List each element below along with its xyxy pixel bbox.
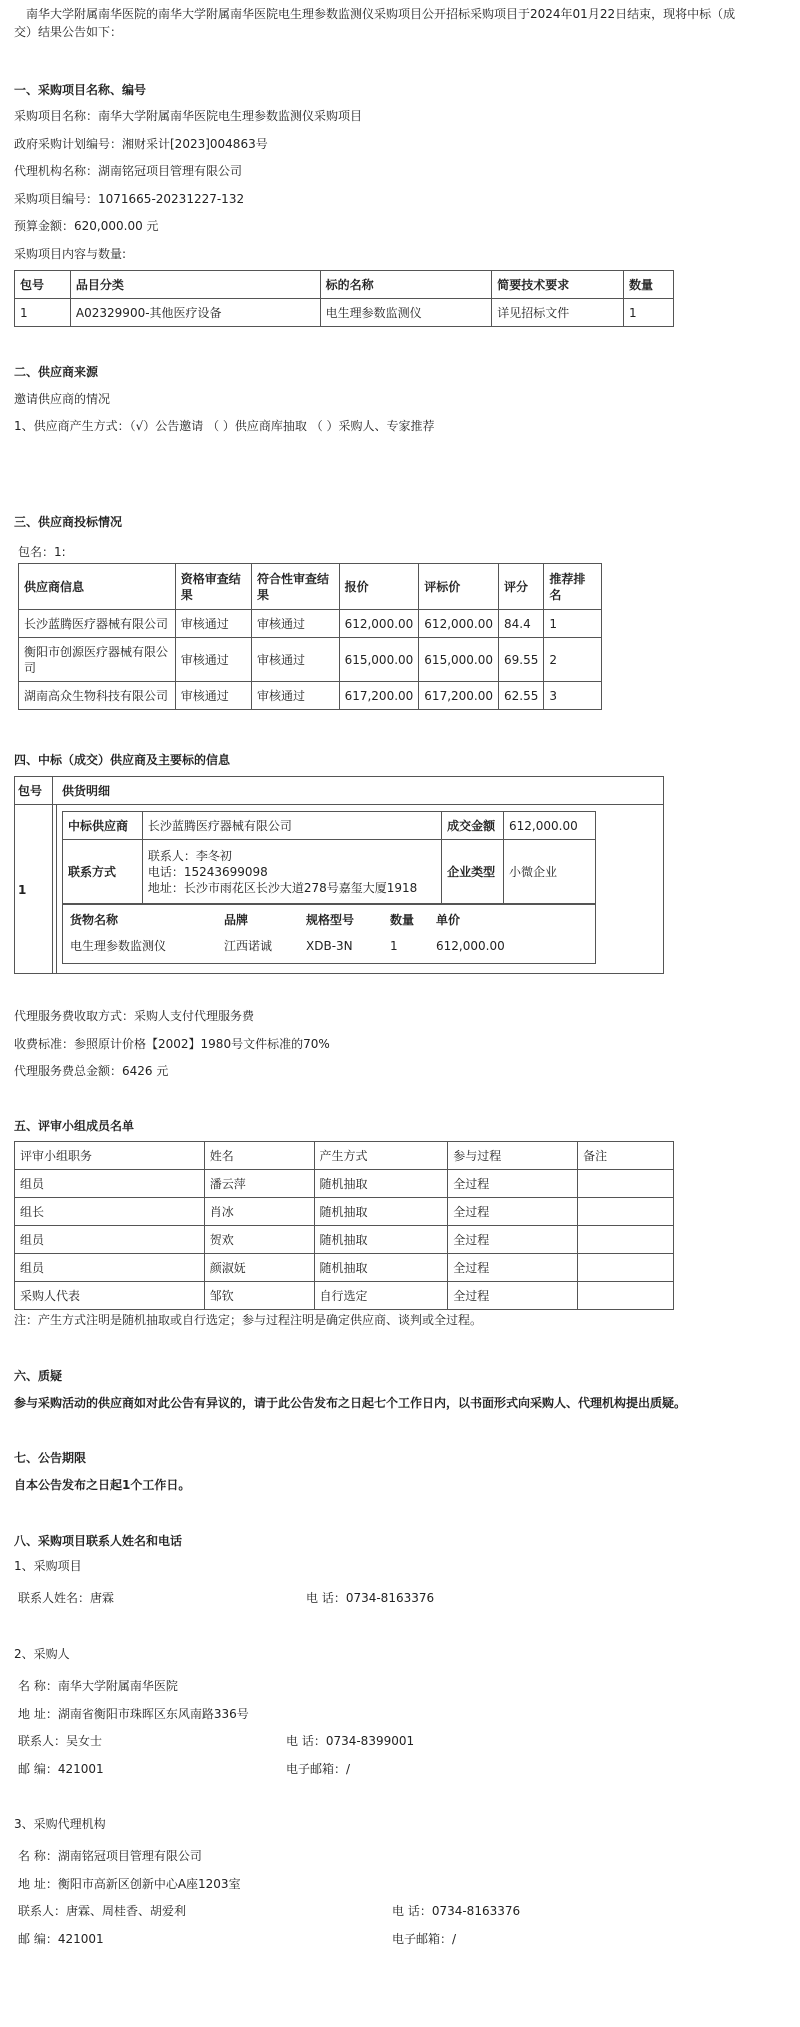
type-label: 企业类型: [442, 840, 504, 904]
purchaser-zip: 邮 编：421001: [18, 1762, 104, 1776]
header-cell: 推荐排名: [544, 564, 602, 610]
table-cell: 62.55: [499, 682, 544, 710]
table-cell: 84.4: [499, 610, 544, 638]
table-cell: 自行选定: [314, 1282, 448, 1310]
agency-contact-name: 名 称：湖南铭冠项目管理有限公司: [18, 1849, 202, 1863]
table-cell: 随机抽取: [314, 1254, 448, 1282]
table-cell: 详见招标文件: [492, 299, 624, 327]
section-2-title: 二、供应商来源: [14, 365, 99, 379]
table-cell: 采购人代表: [15, 1282, 205, 1310]
purchaser-address: 地 址：湖南省衡阳市珠晖区东风南路336号: [18, 1707, 249, 1721]
goods-brand: 江西诺诚: [224, 939, 273, 953]
intro-line-1: 南华大学附属南华医院的南华大学附属南华医院电生理参数监测仪采购项目公开招标采购项目于2024年01月22日结束，现将中标（成: [26, 7, 736, 21]
table-row: [15, 1198, 674, 1226]
table-cell: A02329900-其他医疗设备: [70, 299, 320, 327]
agency-contact-zip: 邮 编：421001: [18, 1932, 104, 1946]
contact-phone: 电话：15243699098: [147, 864, 268, 879]
supplier-method-line: 1、供应商产生方式：（√）公告邀请 （ ）供应商库抽取 （ ）采购人、专家推荐: [14, 419, 435, 433]
table-cell: [578, 1198, 674, 1226]
purchaser-name: 名 称：南华大学附属南华医院: [18, 1679, 178, 1693]
fee-total: 代理服务费总金额：6426 元: [14, 1064, 169, 1078]
header-cell: 供应商信息: [19, 564, 176, 610]
table-cell: 电生理参数监测仪: [320, 299, 492, 327]
contact-2-title: 2、采购人: [14, 1647, 70, 1661]
section-1-title: 一、采购项目名称、编号: [14, 83, 147, 97]
contact-row: [63, 840, 596, 904]
winner-row: [63, 812, 596, 840]
header-cell: 评分: [499, 564, 544, 610]
project-name: 采购项目名称：南华大学附属南华医院电生理参数监测仪采购项目: [14, 109, 363, 123]
table-row: [15, 1254, 674, 1282]
contact-person: 联系人：李冬初: [147, 848, 232, 863]
goods-model: XDB-3N: [306, 939, 353, 953]
table-cell: 615,000.00: [339, 638, 419, 682]
intro-line-2: 交）结果公告如下：: [14, 25, 123, 39]
contact-1-phone: 电 话：0734-8163376: [306, 1591, 435, 1605]
table-cell: 全过程: [448, 1254, 578, 1282]
table-cell: 随机抽取: [314, 1198, 448, 1226]
table-cell: 组员: [15, 1170, 205, 1198]
table-cell: 612,000.00: [339, 610, 419, 638]
type-value: 小微企业: [504, 840, 596, 904]
purchaser-contact: 联系人：吴女士: [18, 1734, 103, 1748]
purchaser-email: 电子邮箱：/: [286, 1762, 351, 1776]
contact-label: 联系方式: [63, 840, 143, 904]
section-7-title: 七、公告期限: [14, 1451, 87, 1465]
table-cell: 612,000.00: [419, 610, 499, 638]
table-cell: 肖冰: [204, 1198, 314, 1226]
header-cell: 参与过程: [448, 1142, 578, 1170]
table-cell: 全过程: [448, 1226, 578, 1254]
table-row: [15, 299, 674, 327]
table-cell: 颜淑妩: [204, 1254, 314, 1282]
agency-name: 代理机构名称：湖南铭冠项目管理有限公司: [14, 164, 243, 178]
table-cell: 随机抽取: [314, 1170, 448, 1198]
table-row: [15, 1282, 674, 1310]
content-label: 采购项目内容与数量:: [14, 247, 127, 261]
table-cell: 审核通过: [252, 682, 340, 710]
goods-name: 电生理参数监测仪: [70, 939, 167, 953]
goods-header-brand: 品牌: [224, 913, 249, 927]
header-cell: 简要技术要求: [492, 271, 624, 299]
table-cell: 全过程: [448, 1282, 578, 1310]
table-cell: 组员: [15, 1226, 205, 1254]
header-cell: 包号: [15, 271, 71, 299]
review-panel-table: [14, 1141, 674, 1310]
contact-1-person: 联系人姓名：唐霖: [18, 1591, 115, 1605]
table-cell: 617,200.00: [419, 682, 499, 710]
purchaser-phone: 电 话：0734-8399001: [286, 1734, 415, 1748]
table-row: [15, 1170, 674, 1198]
goods-qty: 1: [390, 939, 398, 953]
table-cell: 1: [544, 610, 602, 638]
table-cell: 全过程: [448, 1198, 578, 1226]
agency-contact-email: 电子邮箱：/: [392, 1932, 457, 1946]
section-3-title: 三、供应商投标情况: [14, 515, 123, 529]
table-cell: 审核通过: [175, 610, 251, 638]
header-cell: 产生方式: [314, 1142, 448, 1170]
table-cell: 全过程: [448, 1170, 578, 1198]
header-cell: 报价: [339, 564, 419, 610]
table-cell: 贺欢: [204, 1226, 314, 1254]
section-8-title: 八、采购项目联系人姓名和电话: [14, 1534, 183, 1548]
table-row: [19, 638, 602, 682]
table-row: [19, 682, 602, 710]
section-6-title: 六、质疑: [14, 1369, 63, 1383]
header-cell: 资格审查结果: [175, 564, 251, 610]
table-cell: 审核通过: [175, 682, 251, 710]
table-cell: 3: [544, 682, 602, 710]
winner-column-divider: [52, 776, 53, 974]
table-cell: 审核通过: [252, 610, 340, 638]
plan-number: 政府采购计划编号：湘财采计[2023]004863号: [14, 137, 268, 151]
goods-header-qty: 数量: [390, 913, 415, 927]
table-cell: 邹钦: [204, 1282, 314, 1310]
winner-label: 中标供应商: [63, 812, 143, 840]
table-cell: 1: [624, 299, 674, 327]
table-cell: 审核通过: [175, 638, 251, 682]
winner-header-detail: 供货明细: [62, 784, 111, 798]
header-cell: 标的名称: [320, 271, 492, 299]
agency-contact-person: 联系人：唐霖、周桂香、胡爱利: [18, 1904, 187, 1918]
amount-label: 成交金额: [442, 812, 504, 840]
goods-header-name: 货物名称: [70, 913, 119, 927]
fee-standard: 收费标准：参照原计价格【2002】1980号文件标准的70%: [14, 1037, 330, 1051]
table-cell: [578, 1282, 674, 1310]
winner-inner-divider: [56, 804, 57, 974]
agency-contact-address: 地 址：衡阳市高新区创新中心A座1203室: [18, 1877, 241, 1891]
supplier-invite-line: 邀请供应商的情况: [14, 392, 111, 406]
header-cell: 姓名: [204, 1142, 314, 1170]
winner-header-package: 包号: [18, 784, 43, 798]
table-cell: 组员: [15, 1254, 205, 1282]
table-cell: [578, 1226, 674, 1254]
table-header-row: [15, 1142, 674, 1170]
table-cell: 湖南高众生物科技有限公司: [19, 682, 176, 710]
table-cell: [578, 1254, 674, 1282]
amount-value: 612,000.00: [504, 812, 596, 840]
goods-header-model: 规格型号: [306, 913, 355, 927]
table-cell: 69.55: [499, 638, 544, 682]
project-number: 采购项目编号：1071665-20231227-132: [14, 192, 245, 206]
contact-1-title: 1、采购项目: [14, 1559, 82, 1573]
procurement-content-table: [14, 270, 674, 327]
table-cell: 615,000.00: [419, 638, 499, 682]
winner-value: 长沙蓝腾医疗器械有限公司: [142, 812, 441, 840]
table-header-row: [15, 271, 674, 299]
table-header-row: [19, 564, 602, 610]
section-5-title: 五、评审小组成员名单: [14, 1119, 135, 1133]
header-cell: 数量: [624, 271, 674, 299]
table-cell: 随机抽取: [314, 1226, 448, 1254]
table-cell: 长沙蓝腾医疗器械有限公司: [19, 610, 176, 638]
fee-method: 代理服务费收取方式：采购人支付代理服务费: [14, 1009, 255, 1023]
table-cell: 617,200.00: [339, 682, 419, 710]
table-cell: 衡阳市创源医疗器械有限公司: [19, 638, 176, 682]
header-cell: 品目分类: [70, 271, 320, 299]
goods-header-price: 单价: [436, 913, 461, 927]
header-cell: 备注: [578, 1142, 674, 1170]
goods-price: 612,000.00: [436, 939, 505, 953]
table-cell: 1: [15, 299, 71, 327]
winner-info-table: [62, 811, 596, 904]
contact-address: 地址：长沙市雨花区长沙大道278号嘉玺大厦1918: [147, 880, 418, 895]
table-row: [19, 610, 602, 638]
contact-3-title: 3、采购代理机构: [14, 1817, 106, 1831]
header-cell: 评审小组职务: [15, 1142, 205, 1170]
table-cell: 审核通过: [252, 638, 340, 682]
budget-amount: 预算金额：620,000.00 元: [14, 219, 159, 233]
table-cell: 2: [544, 638, 602, 682]
table-row: [15, 1226, 674, 1254]
winner-package-number: 1: [18, 883, 27, 897]
review-note: 注：产生方式注明是随机抽取或自行选定；参与过程注明是确定供应商、谈判或全过程。: [14, 1313, 483, 1327]
header-cell: 评标价: [419, 564, 499, 610]
agency-contact-phone: 电 话：0734-8163376: [392, 1904, 521, 1918]
challenge-text: 参与采购活动的供应商如对此公告有异议的，请于此公告发布之日起七个工作日内，以书面形式向采购人、代理机构提出质疑。: [14, 1396, 687, 1410]
section-4-title: 四、中标（成交）供应商及主要标的信息: [14, 753, 231, 767]
table-cell: 组长: [15, 1198, 205, 1226]
notice-period-text: 自本公告发布之日起1个工作日。: [14, 1478, 191, 1492]
table-cell: [578, 1170, 674, 1198]
contact-details: [142, 840, 441, 904]
bid-table: [18, 563, 602, 710]
package-name: 包名：1:: [18, 545, 66, 559]
header-cell: 符合性审查结果: [252, 564, 340, 610]
table-cell: 潘云萍: [204, 1170, 314, 1198]
winner-header-divider: [14, 804, 664, 805]
